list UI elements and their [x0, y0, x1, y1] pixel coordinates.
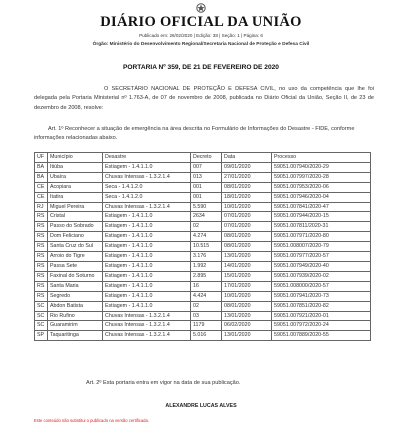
- portaria-title: PORTARIA Nº 359, DE 21 DE FEVEREIRO DE 2020: [123, 64, 279, 71]
- data-cell: 13/01/2020: [222, 252, 272, 262]
- decreto-cell: 2.895: [191, 271, 222, 281]
- uf-cell: BA: [35, 172, 48, 182]
- column-header: Processo: [272, 153, 371, 163]
- table-row: [35, 321, 371, 331]
- municipio-cell: Taquaritinga: [48, 331, 103, 341]
- uf-cell: RS: [35, 222, 48, 232]
- decreto-cell: 4.274: [191, 232, 222, 242]
- decreto-cell: 02: [191, 222, 222, 232]
- processo-cell: 59051.008000/2020-57: [272, 281, 371, 291]
- table-row: [35, 252, 371, 262]
- table-row: [35, 182, 371, 192]
- processo-cell: 59051.007944/2020-15: [272, 212, 371, 222]
- decreto-cell: 1.992: [191, 261, 222, 271]
- emergency-table: [34, 152, 371, 341]
- data-cell: 13/01/2020: [222, 311, 272, 321]
- disclaimer-note: Este conteúdo não substitui o publicado na versão certificada.: [34, 418, 149, 423]
- decreto-cell: 007: [191, 162, 222, 172]
- data-cell: 13/01/2020: [222, 331, 272, 341]
- desastre-cell: Chuvas Intensas - 1.3.2.1.4: [103, 331, 191, 341]
- municipio-cell: Segredo: [48, 291, 103, 301]
- decreto-cell: 4.424: [191, 291, 222, 301]
- decreto-cell: 013: [191, 172, 222, 182]
- municipio-cell: Itatira: [48, 192, 103, 202]
- municipio-cell: Rio Rufino: [48, 311, 103, 321]
- desastre-cell: Seca - 1.4.1.2.0: [103, 192, 191, 202]
- processo-cell: 59051.007851/2020-82: [272, 301, 371, 311]
- desastre-cell: Estiagem - 1.4.1.1.0: [103, 281, 191, 291]
- uf-cell: SC: [35, 321, 48, 331]
- processo-cell: 59051.007811/2020-31: [272, 222, 371, 232]
- decreto-cell: 5.016: [191, 331, 222, 341]
- article-1-text: Art. 1º Reconhecer a situação de emergência na área descrita no Formulário de Informações do Desastre - FIDE, conforme informações relacionadas abaixo.: [34, 126, 355, 142]
- municipio-cell: Arroio do Tigre: [48, 252, 103, 262]
- data-cell: 17/01/2020: [222, 281, 272, 291]
- desastre-cell: Estiagem - 1.4.1.1.0: [103, 242, 191, 252]
- decreto-cell: 16: [191, 281, 222, 291]
- data-cell: 07/01/2020: [222, 222, 272, 232]
- uf-cell: RS: [35, 232, 48, 242]
- municipio-cell: Cristal: [48, 212, 103, 222]
- municipio-cell: Dom Feliciano: [48, 232, 103, 242]
- data-cell: 27/01/2020: [222, 172, 272, 182]
- desastre-cell: Estiagem - 1.4.1.1.0: [103, 222, 191, 232]
- desastre-cell: Estiagem - 1.4.1.1.0: [103, 271, 191, 281]
- decreto-cell: 3.176: [191, 252, 222, 262]
- data-cell: 08/01/2020: [222, 182, 272, 192]
- table-row: [35, 202, 371, 212]
- decreto-cell: 5.590: [191, 202, 222, 212]
- column-header: Município: [48, 153, 103, 163]
- data-cell: 18/01/2020: [222, 192, 272, 202]
- signer-name: ALEXANDRE LUCAS ALVES: [165, 403, 237, 409]
- processo-cell: 59051.007949/2020-40: [272, 261, 371, 271]
- table-row: [35, 331, 371, 341]
- article-1-paragraph: [34, 125, 374, 144]
- table-row: [35, 301, 371, 311]
- uf-cell: RS: [35, 252, 48, 262]
- municipio-cell: Guaramirim: [48, 321, 103, 331]
- data-cell: 10/01/2020: [222, 202, 272, 212]
- table-row: [35, 271, 371, 281]
- processo-cell: 59051.007841/2020-47: [272, 202, 371, 212]
- data-cell: 15/01/2020: [222, 271, 272, 281]
- processo-cell: 59051.008007/2020-79: [272, 242, 371, 252]
- uf-cell: RS: [35, 291, 48, 301]
- uf-cell: RS: [35, 271, 48, 281]
- desastre-cell: Chuvas Intensas - 1.3.2.1.4: [103, 202, 191, 212]
- data-cell: 08/01/2020: [222, 301, 272, 311]
- processo-cell: 59051.007940/2020-29: [272, 162, 371, 172]
- column-header: Data: [222, 153, 272, 163]
- municipio-cell: Santa Maria: [48, 281, 103, 291]
- processo-cell: 59051.007972/2020-24: [272, 321, 371, 331]
- table-row: [35, 192, 371, 202]
- uf-cell: BA: [35, 162, 48, 172]
- decreto-cell: 2634: [191, 212, 222, 222]
- desastre-cell: Estiagem - 1.4.1.1.0: [103, 212, 191, 222]
- decreto-cell: 02: [191, 301, 222, 311]
- data-cell: 10/01/2020: [222, 291, 272, 301]
- table-row: [35, 291, 371, 301]
- issuing-agency: Órgão: Ministério do Desenvolvimento Regional/Secretaria Nacional de Proteção e Defesa Civil: [92, 42, 310, 47]
- decreto-cell: 001: [191, 182, 222, 192]
- decreto-cell: 03: [191, 311, 222, 321]
- uf-cell: SC: [35, 301, 48, 311]
- municipio-cell: Acopiara: [48, 182, 103, 192]
- desastre-cell: Chuvas Intensas - 1.3.2.1.4: [103, 172, 191, 182]
- preamble-text: O SECRETÁRIO NACIONAL DE PROTEÇÃO E DEFESA CIVIL, no uso da competência que lhe foi delegada pela Portaria Ministerial nº 1.763-A, de 07 de novembro de 2008, publicada no Diário Oficial da União, Seção II, de 23 de dezembro de 2008, resolve:: [34, 86, 374, 111]
- processo-cell: 59051.007971/2020-80: [272, 232, 371, 242]
- data-cell: 14/01/2020: [222, 261, 272, 271]
- data-cell: 08/01/2020: [222, 242, 272, 252]
- data-cell: 08/01/2020: [222, 232, 272, 242]
- table-row: [35, 212, 371, 222]
- article-2-paragraph: [34, 380, 374, 386]
- uf-cell: CE: [35, 182, 48, 192]
- brasao-emblem-icon: [194, 2, 208, 14]
- municipio-cell: Faxinal do Soturno: [48, 271, 103, 281]
- municipio-cell: Itiúba: [48, 162, 103, 172]
- processo-cell: 59051.007977/2020-57: [272, 252, 371, 262]
- table-row: [35, 261, 371, 271]
- processo-cell: 59051.007921/2020-01: [272, 311, 371, 321]
- processo-cell: 59051.007946/2020-04: [272, 192, 371, 202]
- uf-cell: RS: [35, 242, 48, 252]
- table-row: [35, 242, 371, 252]
- desastre-cell: Chuvas Intensas - 1.3.2.1.4: [103, 311, 191, 321]
- desastre-cell: Estiagem - 1.4.1.1.0: [103, 232, 191, 242]
- table-row: [35, 281, 371, 291]
- processo-cell: 59051.007941/2020-73: [272, 291, 371, 301]
- uf-cell: RS: [35, 212, 48, 222]
- table-row: [35, 172, 371, 182]
- decreto-cell: 001: [191, 192, 222, 202]
- table-body: [35, 162, 371, 340]
- data-cell: 07/01/2020: [222, 212, 272, 222]
- data-cell: 09/01/2020: [222, 162, 272, 172]
- uf-cell: RJ: [35, 202, 48, 212]
- desastre-cell: Estiagem - 1.4.1.1.0: [103, 252, 191, 262]
- decreto-cell: 1179: [191, 321, 222, 331]
- table-row: [35, 222, 371, 232]
- column-header: Decreto: [191, 153, 222, 163]
- municipio-cell: Santa Cruz do Sul: [48, 242, 103, 252]
- municipio-cell: Passa Sete: [48, 261, 103, 271]
- table-row: [35, 162, 371, 172]
- processo-cell: 59051.007997/2020-28: [272, 172, 371, 182]
- desastre-cell: Estiagem - 1.4.1.1.0: [103, 301, 191, 311]
- uf-cell: SC: [35, 311, 48, 321]
- uf-cell: SP: [35, 331, 48, 341]
- uf-cell: RS: [35, 281, 48, 291]
- table-header-row: [35, 153, 371, 163]
- desastre-cell: Seca - 1.4.1.2.0: [103, 182, 191, 192]
- desastre-cell: Estiagem - 1.4.1.1.0: [103, 291, 191, 301]
- column-header: Desastre: [103, 153, 191, 163]
- processo-cell: 59051.007889/2020-55: [272, 331, 371, 341]
- uf-cell: RS: [35, 261, 48, 271]
- desastre-cell: Estiagem - 1.4.1.1.0: [103, 261, 191, 271]
- decreto-cell: 10.515: [191, 242, 222, 252]
- table-row: [35, 311, 371, 321]
- processo-cell: 59051.007939/2020-02: [272, 271, 371, 281]
- processo-cell: 59051.007953/2020-06: [272, 182, 371, 192]
- newspaper-title: DIÁRIO OFICIAL DA UNIÃO: [100, 14, 302, 30]
- article-2-text: Art. 2º Esta portaria entra em vigor na data de sua publicação.: [86, 380, 241, 386]
- municipio-cell: Miguel Pereira: [48, 202, 103, 212]
- municipio-cell: Passo do Sobrado: [48, 222, 103, 232]
- desastre-cell: Estiagem - 1.4.1.1.0: [103, 162, 191, 172]
- uf-cell: CE: [35, 192, 48, 202]
- publication-info: Publicado em: 26/02/2020 | Edição: 38 | Seção: 1 | Página: 6: [139, 33, 263, 38]
- municipio-cell: Ubaíra: [48, 172, 103, 182]
- data-cell: 06/02/2020: [222, 321, 272, 331]
- desastre-cell: Chuvas Intensas - 1.3.2.1.4: [103, 321, 191, 331]
- column-header: UF: [35, 153, 48, 163]
- municipio-cell: Abdon Batista: [48, 301, 103, 311]
- preamble-paragraph: [34, 85, 374, 113]
- table-row: [35, 232, 371, 242]
